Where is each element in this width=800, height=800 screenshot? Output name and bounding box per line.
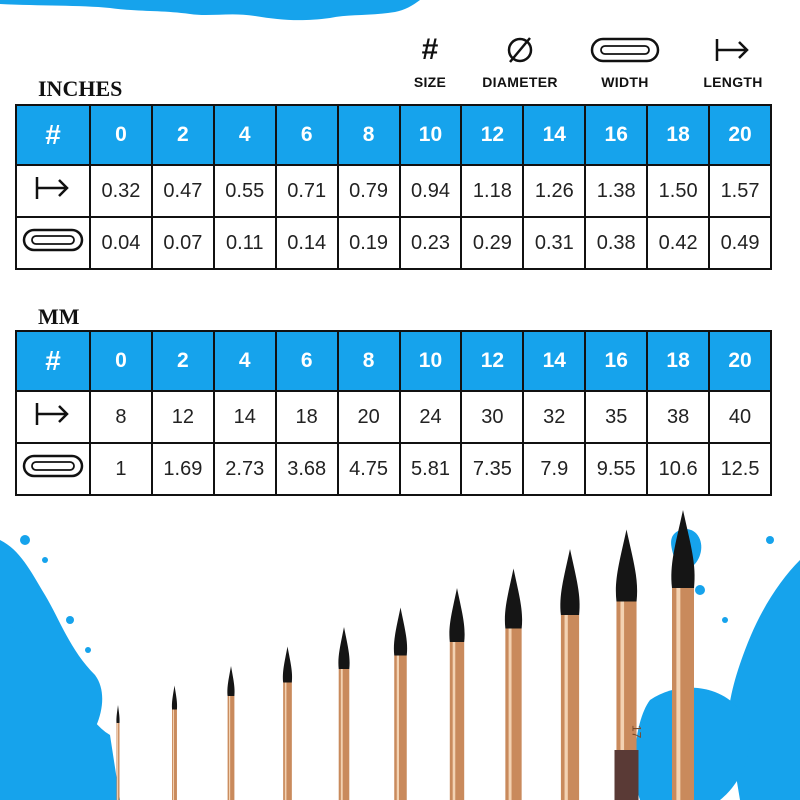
paint-splash-top (0, 0, 440, 30)
width-cell: 9.55 (585, 443, 647, 495)
table-row-width (16, 443, 771, 495)
legend-label-diameter: DIAMETER (482, 74, 558, 90)
brush (449, 588, 464, 800)
width-icon (16, 443, 90, 495)
length-cell: 0.47 (152, 165, 214, 217)
brush (505, 569, 522, 800)
width-cell: 1 (90, 443, 152, 495)
length-cell: 32 (523, 391, 585, 443)
width-cell: 5.81 (400, 443, 462, 495)
width-cell: 0.23 (400, 217, 462, 269)
size-cell: 18 (647, 331, 709, 391)
brush-ferrule-shine (509, 629, 512, 800)
brush (338, 627, 349, 800)
table-header-row (16, 105, 771, 165)
hash-icon: # (421, 33, 439, 66)
length-icon (16, 165, 90, 217)
brush-bristles (283, 647, 292, 683)
hash-icon: # (16, 331, 90, 391)
brush-ferrule (228, 696, 235, 800)
length-cell: 1.50 (647, 165, 709, 217)
paint-splash-right (635, 529, 800, 800)
width-cell: 0.19 (338, 217, 400, 269)
brush-ferrule (672, 588, 694, 800)
brush-bristles (116, 705, 119, 723)
brush-handle (615, 750, 639, 800)
size-cell: 10 (400, 105, 462, 165)
brush-ferrule-shine (285, 683, 287, 800)
length-cell: 18 (276, 391, 338, 443)
brush-bristles (338, 627, 349, 669)
length-cell: 0.32 (90, 165, 152, 217)
width-cell: 4.75 (338, 443, 400, 495)
size-cell: 14 (523, 105, 585, 165)
size-cell: 2 (152, 331, 214, 391)
width-cell: 0.42 (647, 217, 709, 269)
size-cell: 4 (214, 105, 276, 165)
brush-ferrule (394, 656, 407, 800)
brush-bristles (671, 510, 694, 588)
brush-ferrule (505, 629, 521, 800)
length-cell: 24 (400, 391, 462, 443)
length-cell: 38 (647, 391, 709, 443)
legend-diameter (465, 30, 575, 90)
brush (227, 666, 234, 800)
brush (394, 608, 407, 800)
legend-width (570, 30, 680, 90)
legend-length (678, 30, 788, 90)
length-cell: 35 (585, 391, 647, 443)
size-cell: 6 (276, 105, 338, 165)
diameter-icon (465, 30, 575, 70)
size-cell: 0 (90, 331, 152, 391)
size-cell: 2 (152, 105, 214, 165)
length-cell: 0.71 (276, 165, 338, 217)
width-cell: 7.9 (523, 443, 585, 495)
size-cell: 4 (214, 331, 276, 391)
width-cell: 1.69 (152, 443, 214, 495)
width-cell: 2.73 (214, 443, 276, 495)
width-icon (570, 30, 680, 70)
length-cell: 14 (214, 391, 276, 443)
brush-bristles (616, 530, 637, 602)
brush-bristles (172, 686, 177, 710)
width-cell: 0.11 (214, 217, 276, 269)
brush (283, 647, 292, 800)
length-cell: 0.79 (338, 165, 400, 217)
brushes-illustration (0, 500, 800, 800)
brush (116, 705, 119, 800)
brush-ferrule-shine (397, 656, 399, 800)
size-cell: 14 (523, 331, 585, 391)
length-cell: 0.55 (214, 165, 276, 217)
legend-label-width: WIDTH (601, 74, 649, 90)
length-cell: 12 (152, 391, 214, 443)
legend-label-size: SIZE (413, 74, 447, 90)
width-cell: 10.6 (647, 443, 709, 495)
brush (172, 686, 177, 800)
size-cell: 12 (461, 331, 523, 391)
brush-bristles (394, 608, 407, 656)
length-cell: 8 (90, 391, 152, 443)
width-cell: 0.04 (90, 217, 152, 269)
length-cell: 40 (709, 391, 771, 443)
brush-ferrule-shine (341, 669, 343, 800)
length-cell: 1.38 (585, 165, 647, 217)
brush-bristles (560, 549, 579, 615)
size-cell: 8 (338, 331, 400, 391)
inches-title: INCHES (38, 76, 123, 101)
size-cell: 10 (400, 331, 462, 391)
legend (400, 30, 790, 100)
brush-ferrule-shine (676, 588, 680, 800)
hash-icon: # (16, 105, 90, 165)
table-row-width (16, 217, 771, 269)
size-cell: 0 (90, 105, 152, 165)
size-cell: 8 (338, 105, 400, 165)
width-cell: 3.68 (276, 443, 338, 495)
width-cell: 12.5 (709, 443, 771, 495)
brush-ferrule-shine (453, 642, 456, 800)
brush-ferrule-shine (229, 696, 230, 800)
size-cell: 6 (276, 331, 338, 391)
table-row-length (16, 391, 771, 443)
brush-ferrule-shine (173, 710, 174, 800)
size-cell: 20 (709, 331, 771, 391)
brush-handle-mark: 17 (629, 725, 644, 739)
length-cell: 0.94 (400, 165, 462, 217)
size-cell: 16 (585, 105, 647, 165)
brush-ferrule-shine (565, 615, 568, 800)
mm-table (15, 330, 772, 496)
width-icon (16, 217, 90, 269)
brush-ferrule (172, 710, 177, 800)
paint-splash-left (0, 535, 120, 800)
brush-ferrule-shine (117, 723, 118, 800)
size-cell: 20 (709, 105, 771, 165)
width-cell: 0.29 (461, 217, 523, 269)
length-cell: 20 (338, 391, 400, 443)
length-cell: 1.57 (709, 165, 771, 217)
table-row-length (16, 165, 771, 217)
brush-bristles (449, 588, 464, 642)
brush (671, 510, 694, 800)
size-cell: 12 (461, 105, 523, 165)
mm-title: MM (38, 304, 80, 329)
length-icon (16, 391, 90, 443)
length-cell: 30 (461, 391, 523, 443)
length-cell: 1.26 (523, 165, 585, 217)
length-cell: 1.18 (461, 165, 523, 217)
inches-table (15, 104, 772, 270)
brush-ferrule (339, 669, 350, 800)
width-cell: 0.38 (585, 217, 647, 269)
size-cell: 18 (647, 105, 709, 165)
width-cell: 0.49 (709, 217, 771, 269)
brush-ferrule (450, 642, 464, 800)
legend-label-length: LENGTH (703, 74, 763, 90)
brush-bristles (227, 666, 234, 696)
brush-bristles (505, 569, 522, 629)
width-cell: 7.35 (461, 443, 523, 495)
table-header-row (16, 331, 771, 391)
brush-ferrule (283, 683, 292, 800)
brush-ferrule (561, 615, 579, 800)
size-cell: 16 (585, 331, 647, 391)
length-icon (678, 30, 788, 70)
width-cell: 0.31 (523, 217, 585, 269)
brush (560, 549, 579, 800)
width-cell: 0.14 (276, 217, 338, 269)
width-cell: 0.07 (152, 217, 214, 269)
